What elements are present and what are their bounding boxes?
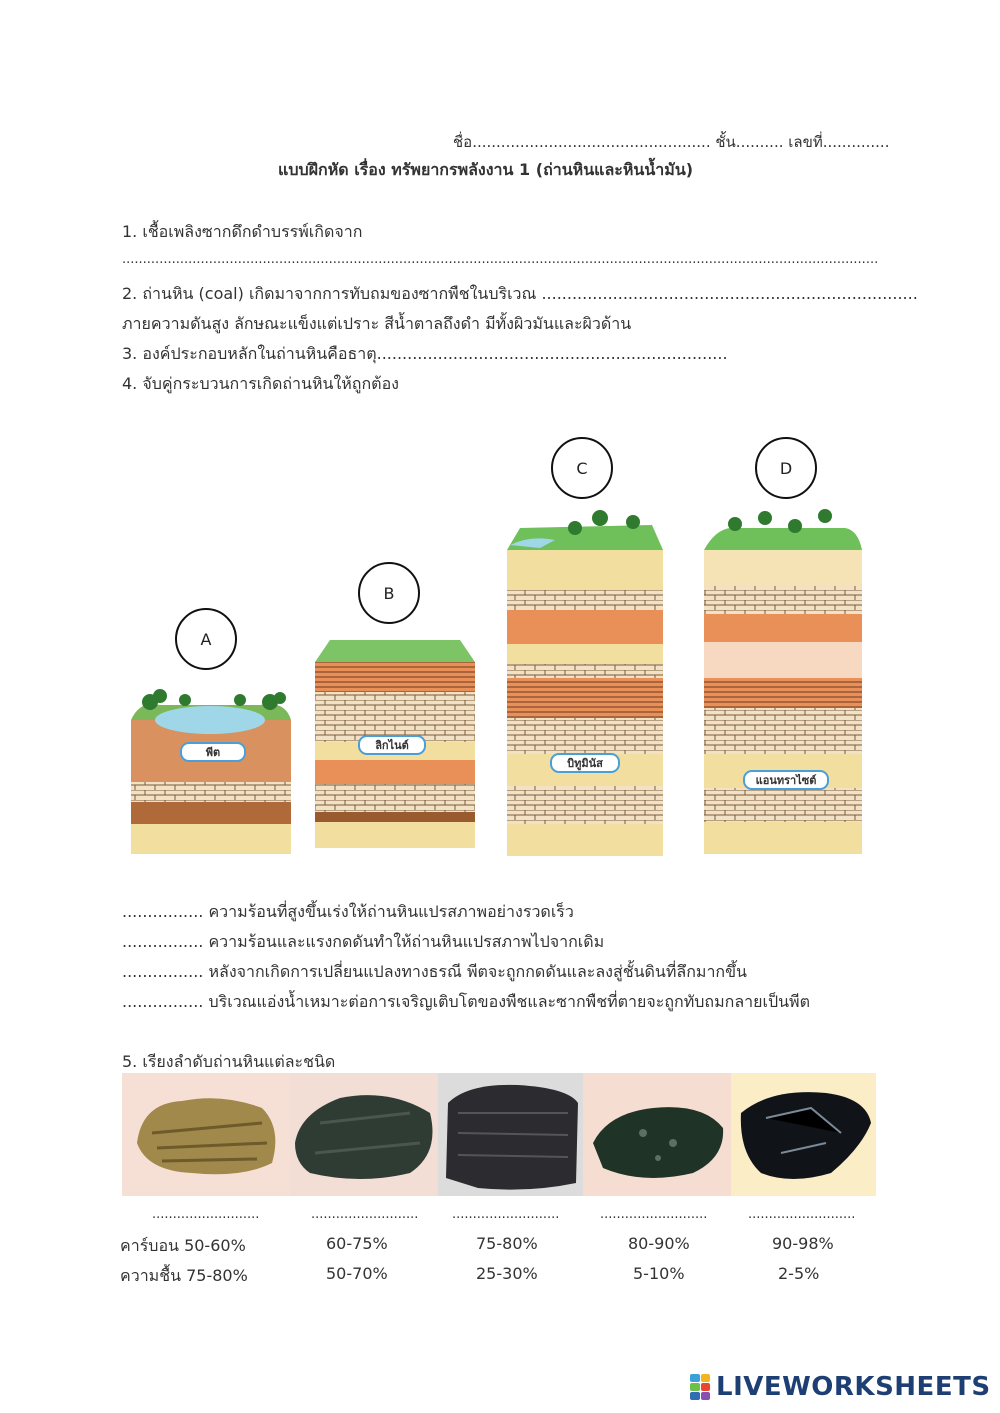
order-blank-5[interactable]: .......................... <box>748 1207 856 1222</box>
match-text: ความร้อนที่สูงขึ้นเร่งให้ถ่านหินแปรสภาพอย่างรวดเร็ว <box>208 902 574 921</box>
match-blank[interactable]: ................ <box>122 992 204 1011</box>
question-2-line-2: ภายความดันสูง ลักษณะแข็งแต่เปราะ สีน้ำตาลถึงดำ มีทั้งผิวมันและผิวด้าน <box>122 314 632 333</box>
carbon-label-4: 80-90% <box>628 1234 690 1253</box>
match-item-2 <box>122 930 604 955</box>
match-blank[interactable]: ................ <box>122 962 204 981</box>
order-blank-4[interactable]: .......................... <box>600 1207 708 1222</box>
stage-circle-c: C <box>551 437 613 499</box>
worksheet-title: แบบฝึกหัด เรื่อง ทรัพยากรพลังงาน 1 (ถ่านหินและหินน้ำมัน) <box>278 160 694 179</box>
coal-formation-diagram <box>0 400 1000 880</box>
question-1: 1. เชื้อเพลิงซากดึกดำบรรพ์เกิดจาก <box>122 222 363 241</box>
match-item-3 <box>122 960 747 985</box>
coal-image-subbituminous <box>583 1073 731 1196</box>
match-text: ความร้อนและแรงกดดันทำให้ถ่านหินแปรสภาพไปจากเดิม <box>208 932 605 951</box>
question-5: 5. เรียงลำดับถ่านหินแต่ละชนิด <box>122 1052 336 1071</box>
match-text: บริเวณแอ่งน้ำเหมาะต่อการเจริญเติบโตของพืชและซากพืชที่ตายจะถูกทับถมกลายเป็นพีต <box>208 992 810 1011</box>
coal-image-peat <box>122 1073 290 1196</box>
match-text: หลังจากเกิดการเปลี่ยนแปลงทางธรณี พีตจะถูกกดดันและลงสู่ชั้นดินที่ลึกมากขึ้น <box>208 962 747 981</box>
moisture-label-4: 5-10% <box>633 1264 685 1283</box>
moisture-label-5: 2-5% <box>778 1264 820 1283</box>
carbon-label-3: 75-80% <box>476 1234 538 1253</box>
question-3: 3. องค์ประกอบหลักในถ่านหินคือธาตุ..................................................................... <box>122 344 728 363</box>
strata-label-bituminous: บิทูมินัส <box>550 753 620 773</box>
stage-circle-b: B <box>358 562 420 624</box>
match-item-1 <box>122 900 574 925</box>
strata-column-a <box>131 689 291 854</box>
moisture-label-3: 25-30% <box>476 1264 538 1283</box>
match-item-4 <box>122 990 810 1015</box>
match-blank[interactable]: ................ <box>122 932 204 951</box>
name-class-number-line: ชื่อ.................................................. ชั้น.......... เลขที่.............. <box>453 133 890 151</box>
question-1-answer-line[interactable]: ....................................................................................................................................................................................... <box>122 252 879 267</box>
coal-image-bituminous <box>438 1073 583 1196</box>
liveworksheets-logo-text: LIVEWORKSHEETS <box>716 1372 991 1402</box>
match-blank[interactable]: ................ <box>122 902 204 921</box>
stage-circle-d: D <box>755 437 817 499</box>
order-blank-1[interactable]: .......................... <box>152 1207 260 1222</box>
strata-label-lignite: ลิกไนต์ <box>358 735 426 755</box>
strata-column-d <box>704 509 862 854</box>
stage-circle-a: A <box>175 608 237 670</box>
order-blank-3[interactable]: .......................... <box>452 1207 560 1222</box>
question-2-line-1: 2. ถ่านหิน (coal) เกิดมาจากการทับถมของซากพืชในบริเวณ .......................................................................... <box>122 284 918 303</box>
question-4: 4. จับคู่กระบวนการเกิดถ่านหินให้ถูกต้อง <box>122 374 399 393</box>
carbon-label-1: คาร์บอน 50-60% <box>120 1236 246 1255</box>
strata-label-peat: พีต <box>180 742 246 762</box>
coal-image-anthracite <box>731 1073 876 1196</box>
moisture-label-2: 50-70% <box>326 1264 388 1283</box>
coal-image-lignite <box>290 1073 438 1196</box>
strata-column-c <box>507 510 663 856</box>
strata-label-anthracite: แอนทราไซต์ <box>743 770 829 790</box>
carbon-label-5: 90-98% <box>772 1234 834 1253</box>
liveworksheets-logo-icon <box>690 1374 710 1400</box>
moisture-label-1: ความชื้น 75-80% <box>120 1266 248 1285</box>
liveworksheets-logo <box>690 1372 991 1402</box>
carbon-label-2: 60-75% <box>326 1234 388 1253</box>
order-blank-2[interactable]: .......................... <box>311 1207 419 1222</box>
